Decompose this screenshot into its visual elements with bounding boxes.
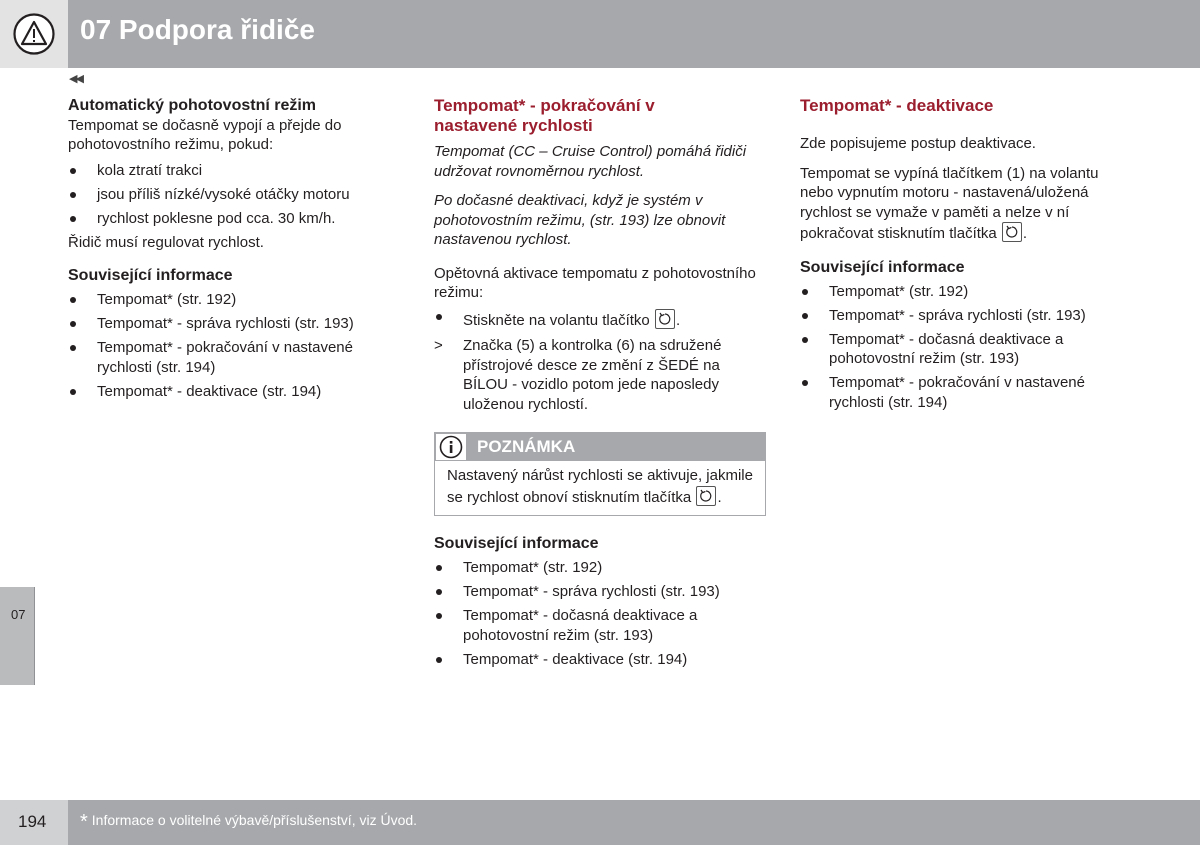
section-heading: Tempomat* - pokračování v nastavené rychlosti [434,96,655,135]
info-icon [435,433,467,461]
related-link[interactable]: Tempomat* - správa rychlosti (str. 193) [800,306,1132,326]
body-text [800,164,1132,244]
footnote [80,811,417,834]
step-text: Značka (5) a kontrolka (6) na sdružené přístrojové desce ze změní z ŠEDÉ na BÍLOU - vozidlo potom jede naposledy uloženou rychlostí. [463,337,722,413]
result-marker: > [434,337,443,354]
related-link[interactable]: Tempomat* (str. 192) [434,558,766,578]
steps-list [434,309,766,415]
list-item: kola ztratí trakci [68,161,388,181]
step-item [434,336,766,414]
list-item: jsou příliš nízké/vysoké otáčky motoru [68,185,388,205]
step-item [434,309,766,331]
related-link[interactable]: Tempomat* - deaktivace (str. 194) [68,382,388,402]
footnote-star: * [80,811,88,833]
italic-intro: Tempomat (CC – Cruise Control) pomáhá řidiči udržovat rovnoměrnou rychlost. [434,143,747,180]
chapter-side-tab[interactable] [0,587,35,685]
section-heading: Automatický pohotovostní režim [68,97,317,114]
section-heading: Tempomat* - deaktivace [800,96,994,115]
related-heading: Související informace [68,267,233,284]
page-number: 194 [18,812,47,831]
resume-button-icon [1002,222,1022,242]
column-resume-speed [434,96,766,674]
intro-text: Zde popisujeme postup deaktivace. [800,135,1036,152]
body-end: . [1022,225,1028,242]
back-arrows-icon[interactable]: ◀◀ [69,73,82,85]
note-end: . [717,488,722,506]
list-item: rychlost poklesne pod cca. 30 km/h. [68,209,388,229]
related-link[interactable]: Tempomat* - dočasná deaktivace a pohotovostní režim (str. 193) [800,330,1132,369]
italic-text: Po dočasné deaktivaci, když je systém v pohotovostním režimu, (str. 193) lze obnovit nastavenou rychlost. [434,192,726,248]
chapter-tab-label: 07 [11,607,26,622]
condition-list [68,161,388,229]
note-body [435,461,765,515]
resume-button-icon [655,309,675,329]
related-list [800,282,1132,413]
header-icon-area [0,0,68,68]
related-heading: Související informace [800,258,965,276]
intro-text: Opětovná aktivace tempomatu z pohotovostního režimu: [434,264,756,301]
resume-button-icon [696,486,716,506]
column-deactivation [800,96,1132,417]
body-main: Tempomat se vypíná tlačítkem (1) na volantu nebo vypnutím motoru - nastavená/uložená rychlost se vymaže v paměti a nelze v ní pokračovat stisknutím tlačítka [800,164,1099,242]
related-list [434,558,766,669]
footnote-text: Informace o volitelné výbavě/příslušenství, viz Úvod. [91,812,418,828]
step-text: Stiskněte na volantu tlačítko [463,311,650,329]
related-link[interactable]: Tempomat* - dočasná deaktivace a pohotovostní režim (str. 193) [434,606,766,645]
related-heading: Související informace [434,535,599,552]
related-link[interactable]: Tempomat* (str. 192) [68,290,388,310]
warning-triangle-icon [13,13,55,55]
related-link[interactable]: Tempomat* - pokračování v nastavené rychlosti (str. 194) [800,373,1132,412]
page-title: 07 Podpora řidiče [80,14,315,45]
note-title: POZNÁMKA [477,437,576,456]
note-box [434,432,766,516]
driver-note: Řidič musí regulovat rychlost. [68,233,264,251]
related-link[interactable]: Tempomat* - pokračování v nastavené rychlosti (str. 194) [68,338,388,377]
column-standby-mode [68,96,388,406]
related-link[interactable]: Tempomat* (str. 192) [800,282,1132,302]
note-text: Nastavený nárůst rychlosti se aktivuje, jakmile se rychlost obnoví stisknutím tlačítka [447,467,753,506]
intro-text: Tempomat se dočasně vypojí a přejde do pohotovostního režimu, pokud: [68,116,342,153]
related-link[interactable]: Tempomat* - deaktivace (str. 194) [434,650,766,670]
note-header [435,433,765,461]
related-link[interactable]: Tempomat* - správa rychlosti (str. 193) [434,582,766,602]
related-link[interactable]: Tempomat* - správa rychlosti (str. 193) [68,314,388,334]
related-list [68,290,388,401]
step-end: . [675,311,681,329]
